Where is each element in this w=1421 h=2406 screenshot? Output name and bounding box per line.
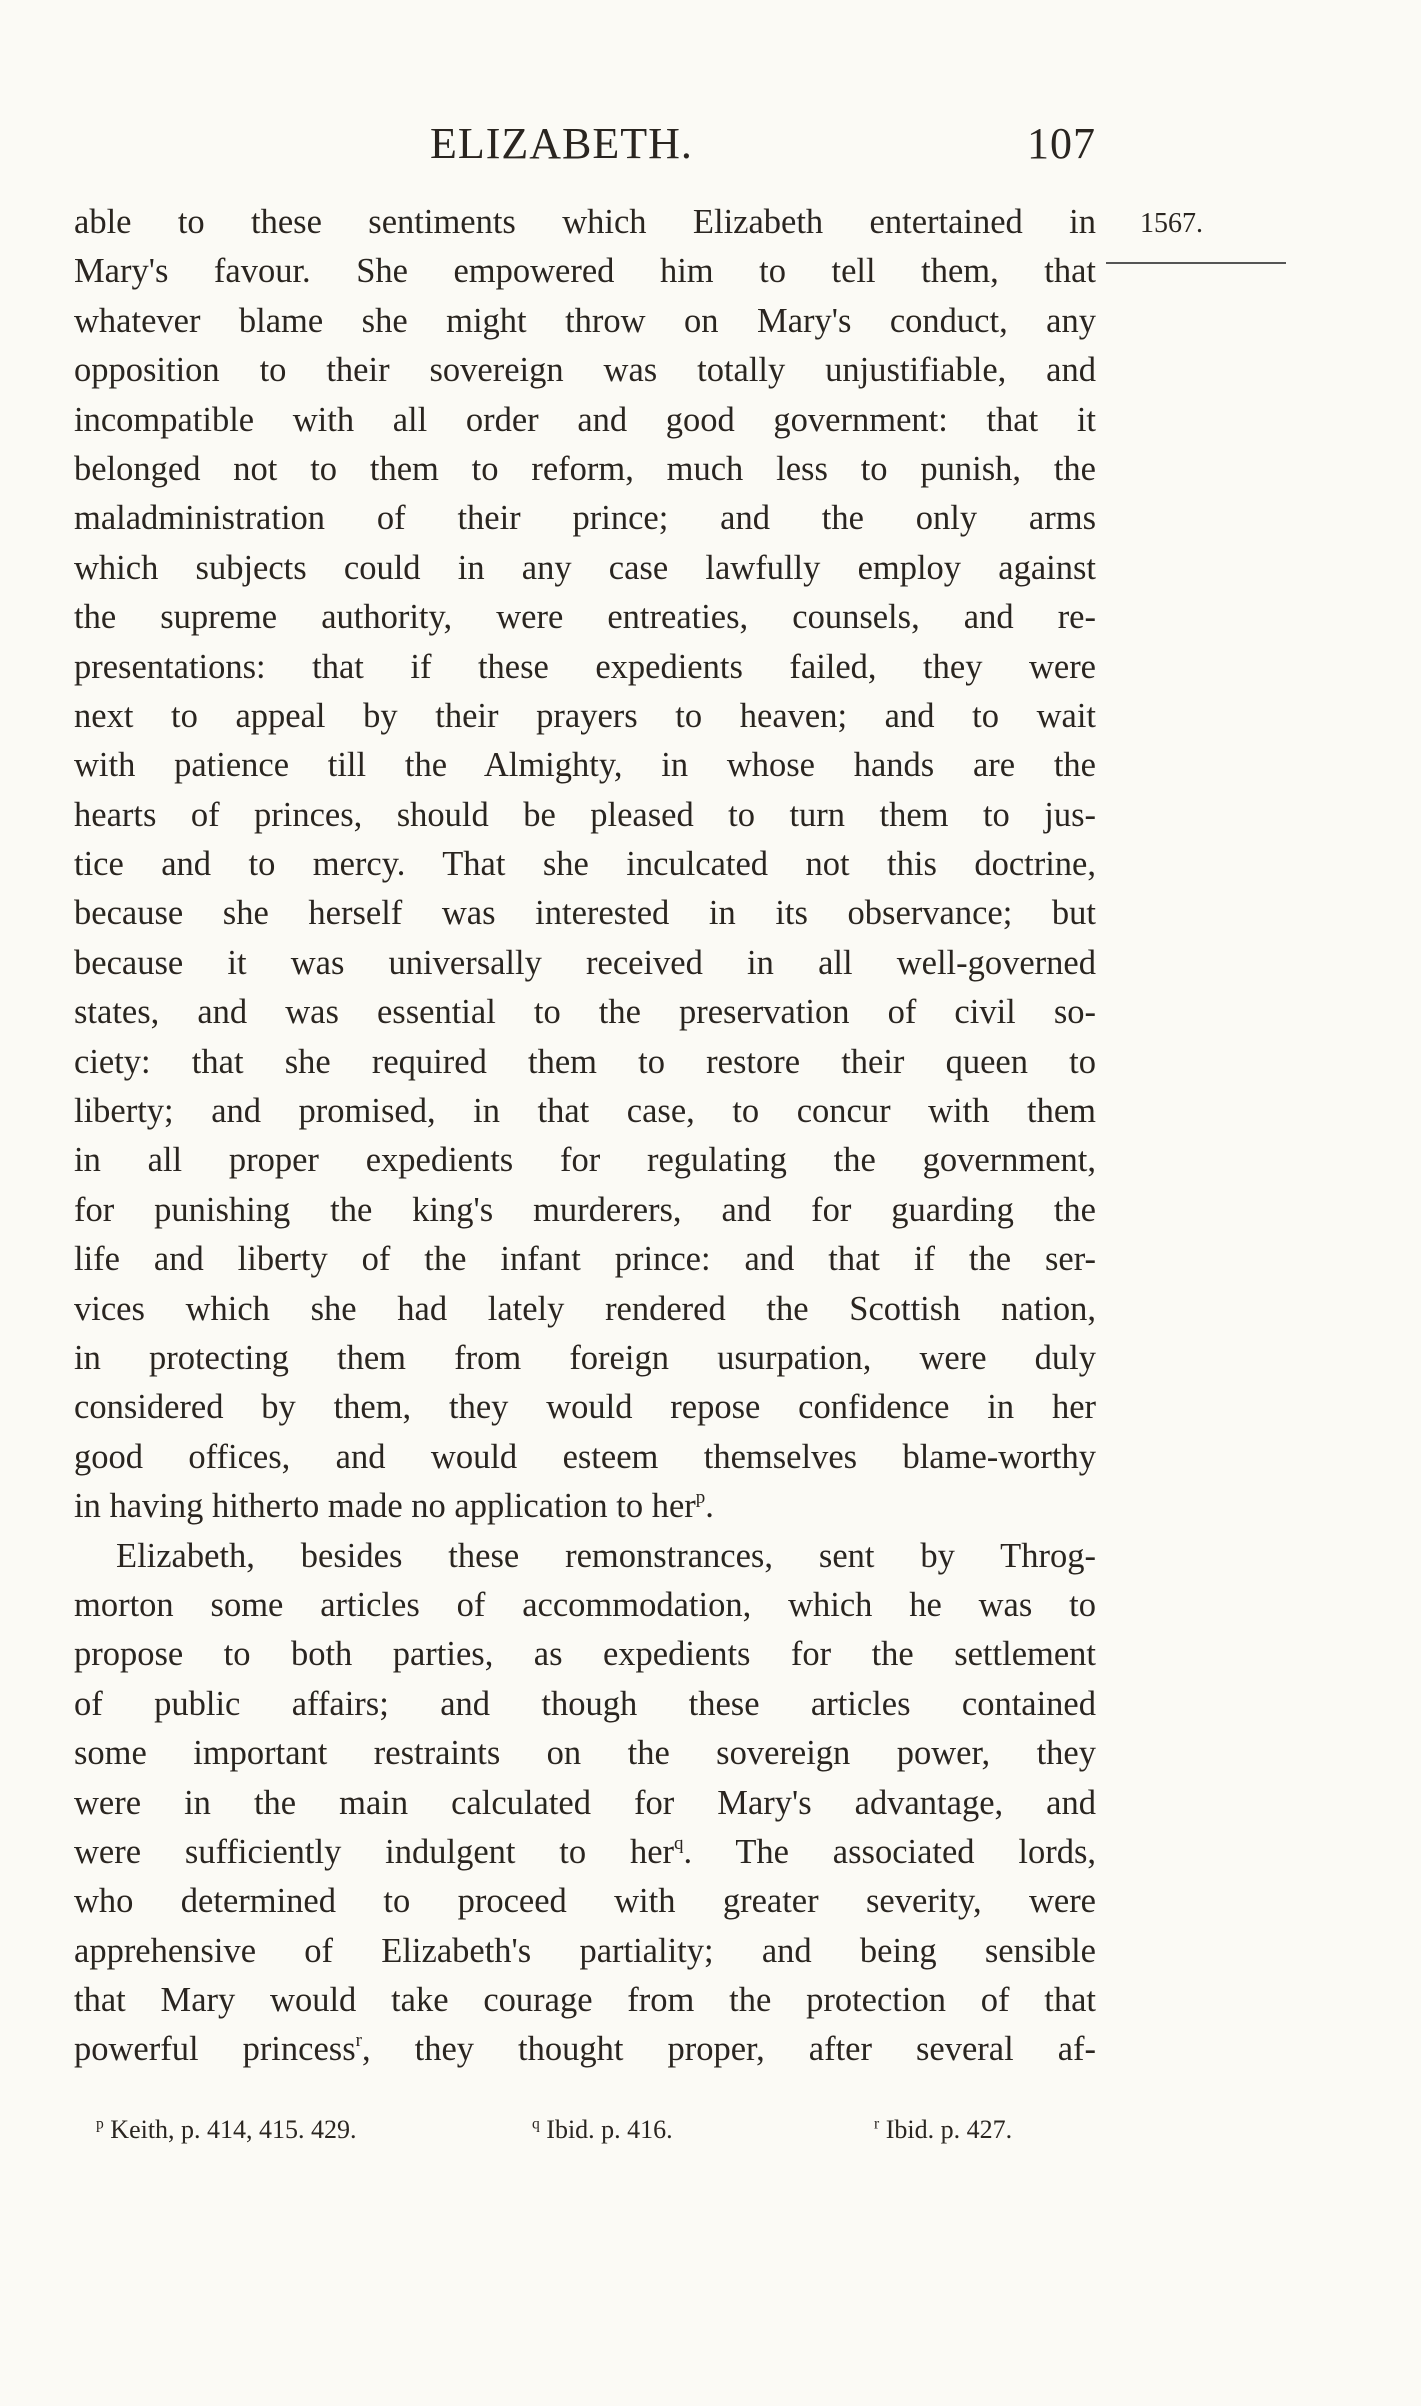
- line-text: in having hitherto made no application to her: [74, 1487, 696, 1526]
- page-number: 107: [1027, 119, 1096, 168]
- text-line: who determined to proceed with greater severity, were: [74, 1882, 1096, 1921]
- footnote-ref-q[interactable]: q: [674, 1832, 684, 1854]
- paragraph-1: [74, 198, 1096, 1532]
- text-line: in protecting them from foreign usurpation, were duly: [74, 1338, 1096, 1377]
- footnote-r: [874, 2115, 1012, 2145]
- text-line: liberty; and promised, in that case, to concur with them: [74, 1092, 1096, 1131]
- text-line: because it was universally received in all well-governed: [74, 943, 1096, 982]
- footnote-ref-p[interactable]: p: [695, 1486, 706, 1508]
- text-line: some important restraints on the sovereign power, they: [74, 1734, 1096, 1773]
- text-line: [74, 1828, 1096, 1877]
- text-line: belonged not to them to reform, much less to punish, the: [74, 449, 1096, 488]
- text-line: whatever blame she might throw on Mary's conduct, any: [74, 301, 1096, 340]
- footnote-text: Ibid. p. 416.: [546, 2115, 673, 2144]
- text-line: which subjects could in any case lawfully employ against: [74, 548, 1096, 587]
- text-line: incompatible with all order and good government: that it: [74, 400, 1096, 439]
- text-line: with patience till the Almighty, in whose hands are the: [74, 746, 1096, 785]
- text-line: good offices, and would esteem themselves blame-worthy: [74, 1437, 1096, 1476]
- text-line: because she herself was interested in its observance; but: [74, 894, 1096, 933]
- line-text: .: [705, 1487, 714, 1526]
- text-line: hearts of princes, should be pleased to turn them to jus-: [74, 795, 1096, 834]
- text-line: life and liberty of the infant prince: and that if the ser-: [74, 1240, 1096, 1279]
- text-line: for punishing the king's murderers, and for guarding the: [74, 1190, 1096, 1229]
- text-line: presentations: that if these expedients failed, they were: [74, 647, 1096, 686]
- text-line: [74, 2025, 1096, 2074]
- line-text: were sufficiently indulgent to her: [74, 1832, 675, 1871]
- margin-year: 1567.: [1140, 208, 1203, 239]
- line-text: , they thought proper, after several af-: [361, 2030, 1096, 2069]
- footnote-text: Keith, p. 414, 415. 429.: [110, 2115, 357, 2144]
- text-line: the supreme authority, were entreaties, counsels, and re-: [74, 598, 1096, 637]
- text-line: Mary's favour. She empowered him to tell them, that: [74, 252, 1096, 291]
- text-line: able to these sentiments which Elizabeth entertained in: [74, 203, 1096, 241]
- paragraph-2: [74, 1532, 1096, 2075]
- footnote-mark: p: [96, 2115, 104, 2133]
- text-line: morton some articles of accommodation, which he was to: [74, 1585, 1096, 1624]
- running-title: ELIZABETH.: [430, 119, 693, 168]
- text-line: maladministration of their prince; and the only arms: [74, 499, 1096, 538]
- text-line: Elizabeth, besides these remonstrances, sent by Throg-: [116, 1536, 1096, 1575]
- body-text: [74, 198, 1096, 2075]
- text-line: that Mary would take courage from the protection of that: [74, 1981, 1096, 2020]
- footnote-q: [532, 2115, 673, 2145]
- text-line: next to appeal by their prayers to heaven; and to wait: [74, 696, 1096, 735]
- text-line: were in the main calculated for Mary's advantage, and: [74, 1783, 1096, 1822]
- footnote-ref-r[interactable]: r: [355, 2030, 362, 2052]
- margin-rule: [1106, 262, 1286, 264]
- text-line: states, and was essential to the preservation of civil so-: [74, 993, 1096, 1032]
- text-line: tice and to mercy. That she inculcated not this doctrine,: [74, 845, 1096, 884]
- footnote-text: Ibid. p. 427.: [885, 2115, 1013, 2144]
- text-line: ciety: that she required them to restore their queen to: [74, 1042, 1096, 1081]
- text-line: propose to both parties, as expedients for the settlement: [74, 1635, 1096, 1674]
- text-line: [74, 1482, 1096, 1531]
- text-line: of public affairs; and though these articles contained: [74, 1684, 1096, 1723]
- line-text: . The associated lords,: [683, 1832, 1096, 1871]
- text-line: opposition to their sovereign was totally unjustifiable, and: [74, 351, 1096, 390]
- footnotes: [96, 2115, 1096, 2155]
- text-line: in all proper expedients for regulating the government,: [74, 1141, 1096, 1180]
- text-line: apprehensive of Elizabeth's partiality; and being sensible: [74, 1931, 1096, 1970]
- line-text: powerful princess: [74, 2030, 356, 2069]
- footnote-mark: q: [532, 2115, 540, 2133]
- text-line: vices which she had lately rendered the Scottish nation,: [74, 1289, 1096, 1328]
- footnote-p: [96, 2115, 357, 2145]
- text-line: considered by them, they would repose confidence in her: [74, 1388, 1096, 1427]
- footnote-mark: r: [874, 2115, 880, 2133]
- running-header: [430, 118, 1096, 178]
